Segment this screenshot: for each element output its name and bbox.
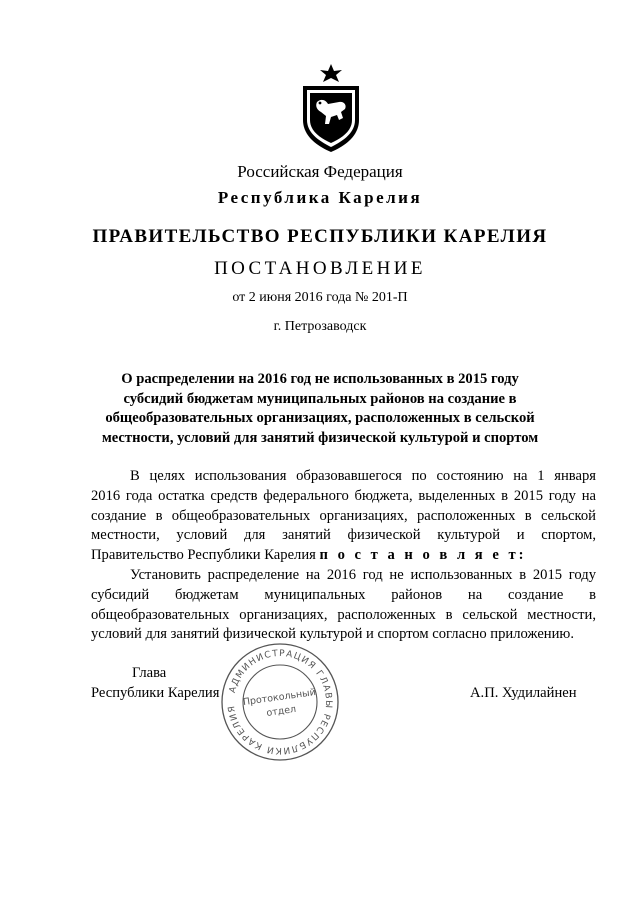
body-line: создание в общеобразовательных организациях, расположенных в сельской bbox=[91, 507, 596, 524]
body-line: общеобразовательных организациях, расположенных в сельской местности, bbox=[91, 606, 596, 623]
signature-title: Глава bbox=[132, 665, 167, 681]
stamp-center-line1: Протокольный bbox=[242, 686, 317, 709]
title-line: О распределении на 2016 год не использованных в 2015 году bbox=[121, 371, 519, 387]
round-stamp-icon bbox=[218, 640, 342, 764]
karelia-coat-of-arms-icon bbox=[297, 62, 365, 154]
paragraph-operative bbox=[91, 566, 596, 645]
body-line: субсидий бюджетам муниципальных районов на создание в bbox=[91, 586, 596, 603]
decree-verb: п о с т а н о в л я е т: bbox=[319, 547, 527, 564]
stamp-center-line2: отдел bbox=[265, 703, 297, 719]
title-line: субсидий бюджетам муниципальных районов на создание в bbox=[123, 390, 517, 407]
government-heading: ПРАВИТЕЛЬСТВО РЕСПУБЛИКИ КАРЕЛИЯ bbox=[92, 226, 548, 247]
title-line: местности, условий для занятий физической культурой и спортом bbox=[101, 429, 539, 446]
body-line: местности, условий для занятий физической культурой и спортом, bbox=[91, 527, 596, 544]
body-line: Установить распределение на 2016 год не использованных в 2015 году bbox=[130, 566, 596, 583]
signature-republic: Республики Карелия bbox=[91, 685, 220, 701]
signatory-name: А.П. Худилайнен bbox=[470, 685, 577, 701]
date-number-line: от 2 июня 2016 года № 201-П bbox=[232, 290, 408, 305]
body-line: условий для занятий физической культурой и спортом согласно приложению. bbox=[91, 626, 574, 643]
body-line: 2016 года остатка средств федерального бюджета, выделенных в 2015 году на bbox=[91, 487, 596, 504]
title-line: общеобразовательных организациях, расположенных в сельской bbox=[105, 410, 535, 426]
paragraph-preamble bbox=[91, 467, 596, 566]
document-title bbox=[90, 370, 550, 448]
body-line: В целях использования образовавшегося по состоянию на 1 января bbox=[130, 468, 596, 484]
body-line bbox=[91, 546, 596, 566]
document-body bbox=[91, 467, 596, 645]
city-line: г. Петрозаводск bbox=[273, 319, 367, 334]
federation-line: Российская Федерация bbox=[237, 162, 403, 181]
stamp-ring-text: АДМИНИСТРАЦИЯ ГЛАВЫ РЕСПУБЛИКИ КАРЕЛИЯ bbox=[226, 648, 334, 756]
republic-line: Республика Карелия bbox=[217, 188, 423, 207]
decree-subject: Правительство Республики Карелия bbox=[91, 547, 320, 564]
document-type: ПОСТАНОВЛЕНИЕ bbox=[214, 258, 426, 279]
